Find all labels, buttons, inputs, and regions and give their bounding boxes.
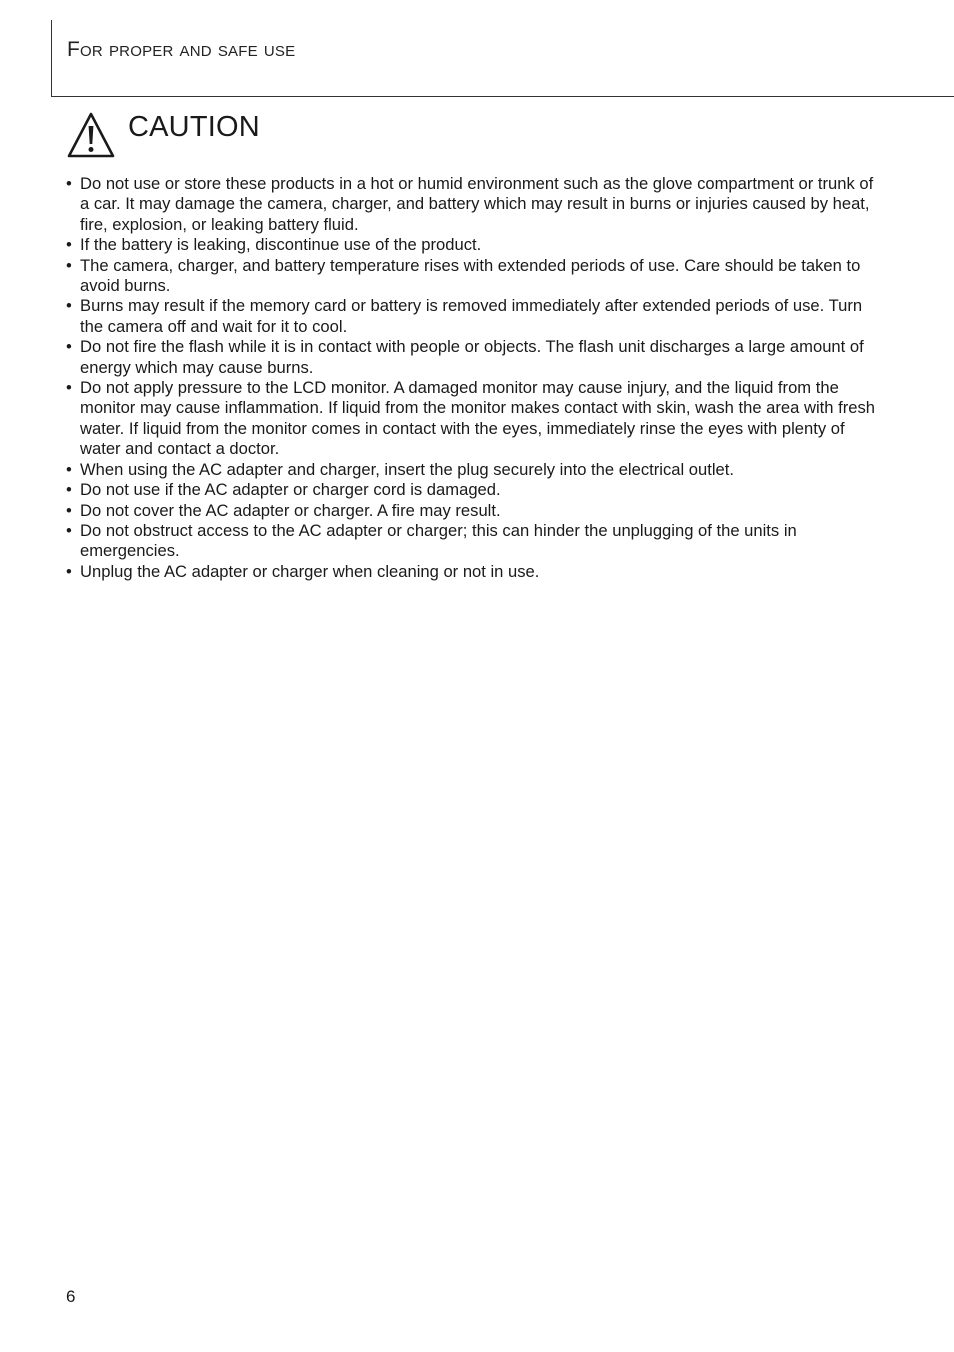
warning-triangle-icon — [66, 111, 116, 159]
page-number: 6 — [66, 1287, 76, 1306]
caution-item: • If the battery is leaking, discontinue use of the product. — [66, 235, 878, 255]
caution-item: • Do not use or store these products in a hot or humid environment such as the glove compartment or trunk of a car. It may damage the camera, charger, and battery which may result in burns or injuries caused by heat, fire, explosion, or leaking battery fluid. — [66, 174, 878, 235]
caution-item: • Do not obstruct access to the AC adapter or charger; this can hinder the unplugging of the units in emergencies. — [66, 521, 878, 562]
caution-item: • Do not apply pressure to the LCD monitor. A damaged monitor may cause injury, and the liquid from the monitor may cause inflammation. If liquid from the monitor makes contact with skin, wash the area with fresh water. If liquid from the monitor comes in contact with the eyes, immediately rinse the eyes with plenty of water and contact a doctor. — [66, 378, 878, 460]
caution-list — [66, 174, 878, 582]
caution-label: CAUTION — [128, 110, 260, 143]
caution-item: • When using the AC adapter and charger, insert the plug securely into the electrical outlet. — [66, 460, 878, 480]
caution-item: • The camera, charger, and battery temperature rises with extended periods of use. Care should be taken to avoid burns. — [66, 256, 878, 297]
header-vertical-rule — [51, 20, 52, 97]
page-header — [0, 0, 954, 97]
header-horizontal-rule — [51, 96, 954, 97]
caution-item: • Unplug the AC adapter or charger when cleaning or not in use. — [66, 562, 878, 582]
caution-item: • Do not cover the AC adapter or charger. A fire may result. — [66, 501, 878, 521]
caution-heading — [66, 110, 260, 160]
caution-item: • Do not fire the flash while it is in contact with people or objects. The flash unit discharges a large amount of energy which may cause burns. — [66, 337, 878, 378]
section-title: For proper and safe use — [67, 38, 296, 61]
caution-item: • Do not use if the AC adapter or charger cord is damaged. — [66, 480, 878, 500]
caution-item: • Burns may result if the memory card or battery is removed immediately after extended periods of use. Turn the camera off and wait for it to cool. — [66, 296, 878, 337]
